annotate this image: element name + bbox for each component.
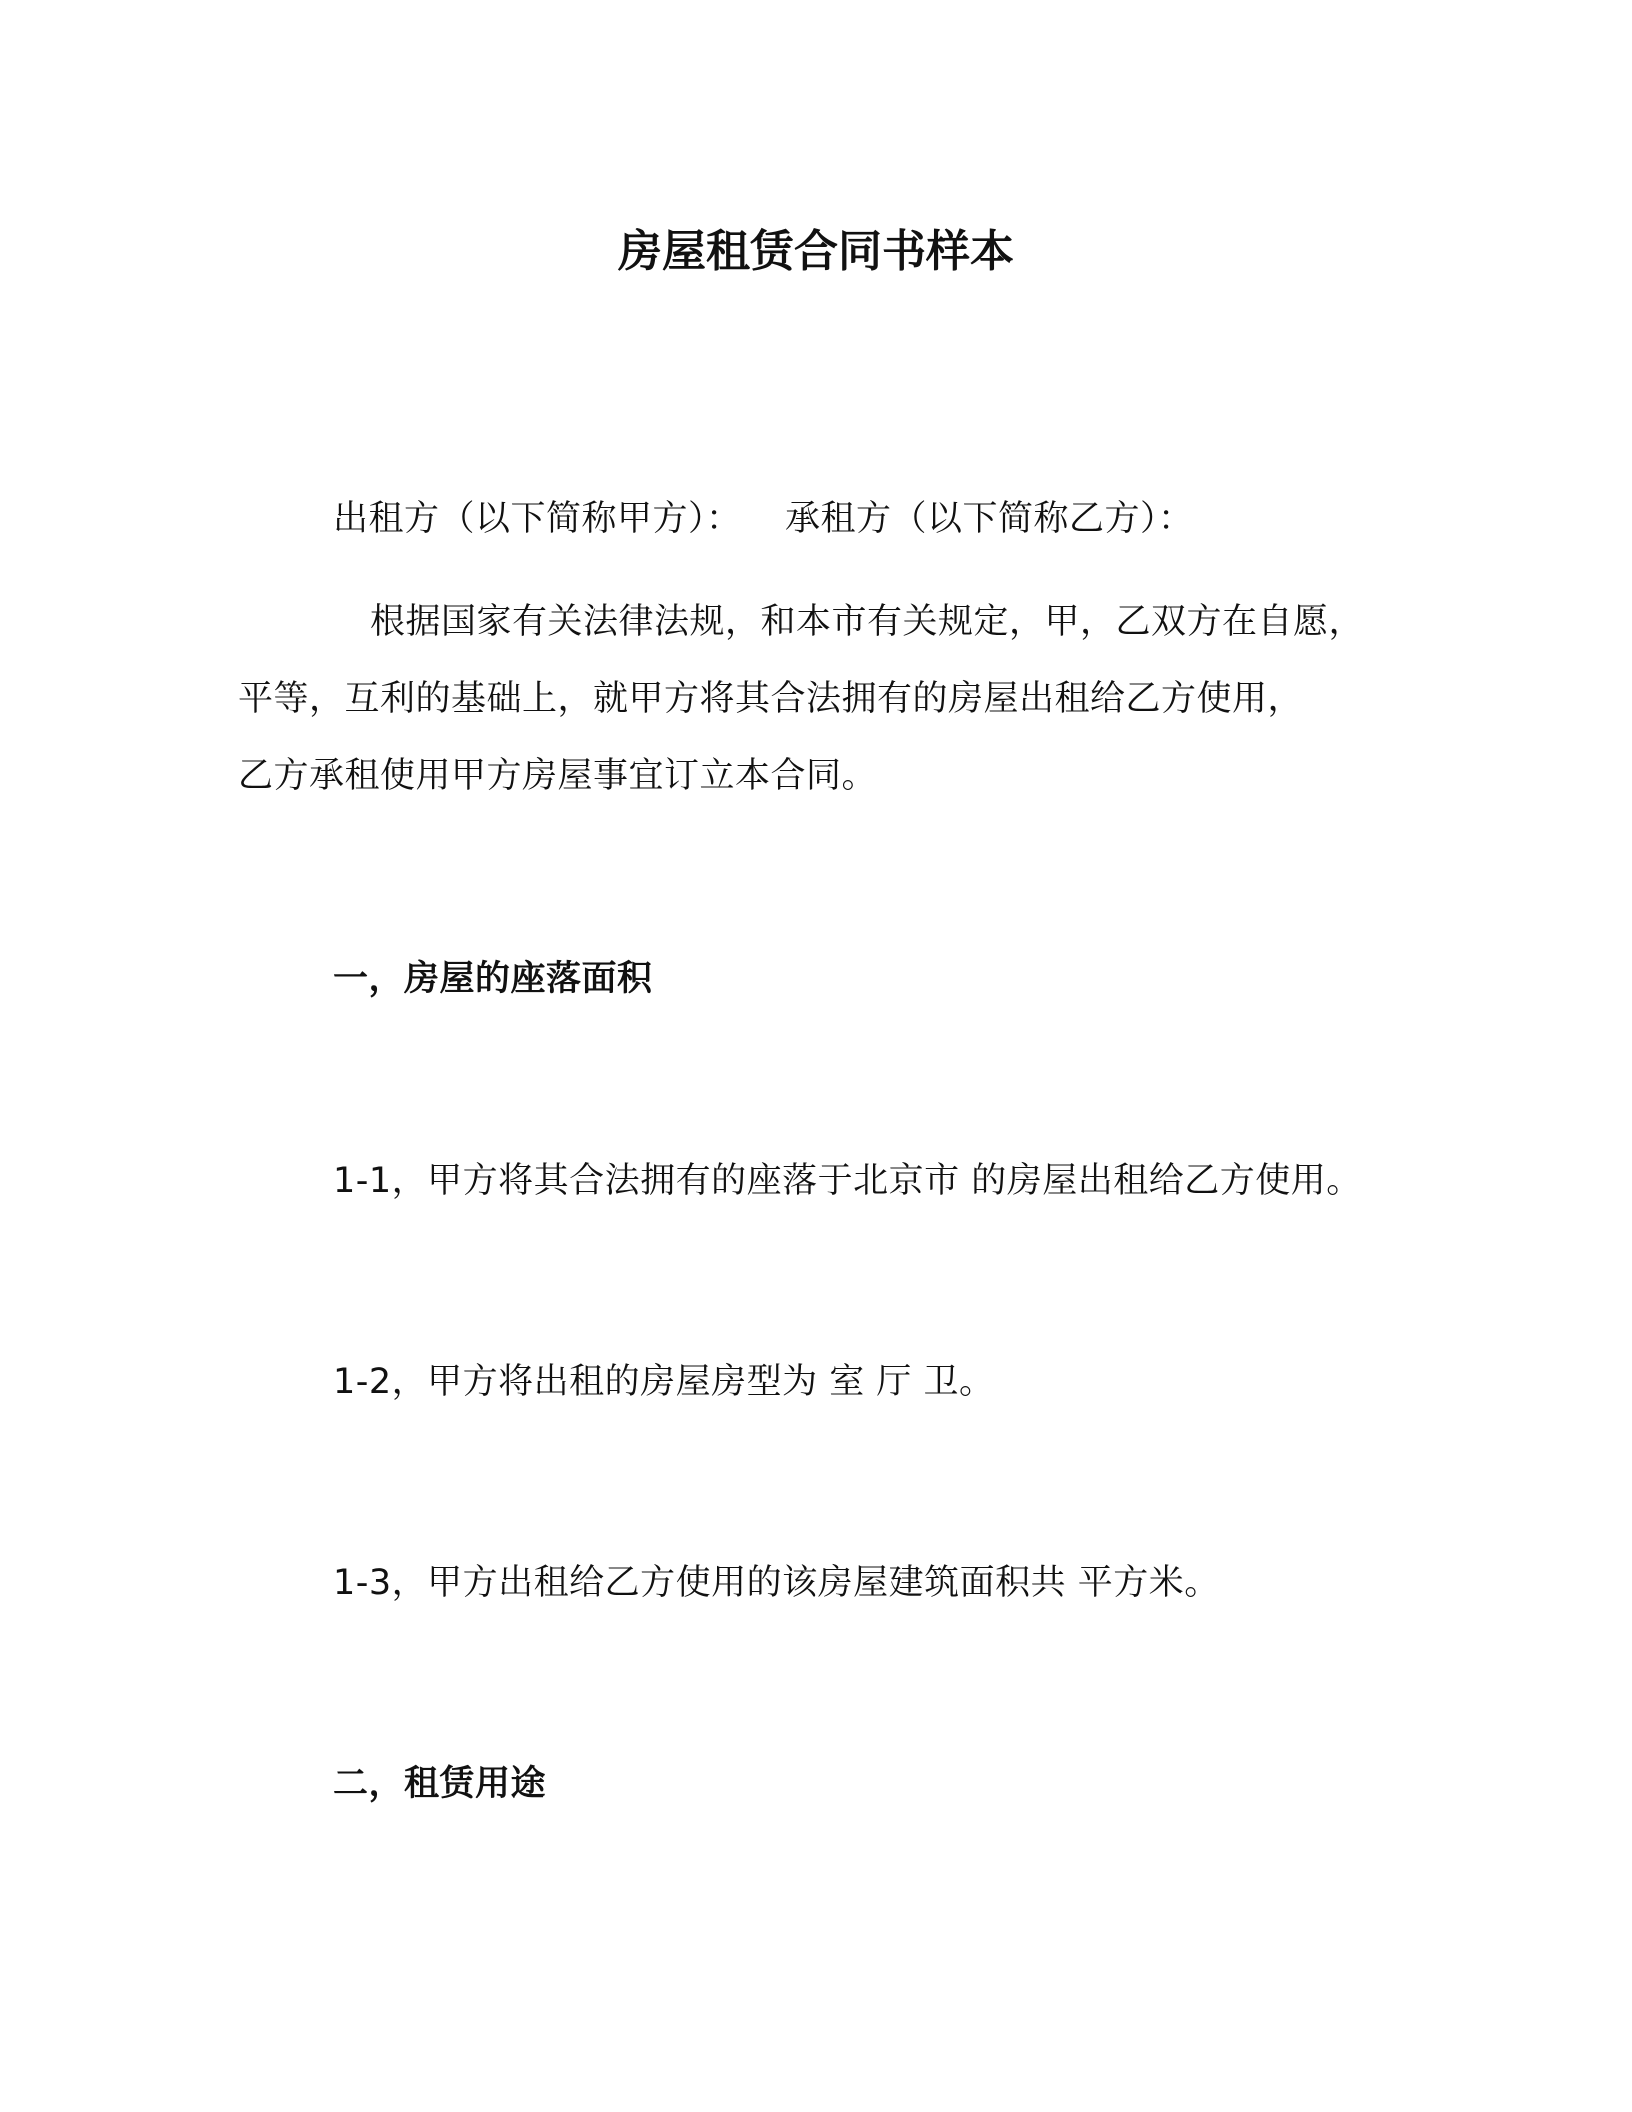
preamble-line-2: 平等，互利的基础上，就甲方将其合法拥有的房屋出租给乙方使用，: [238, 679, 1304, 719]
lessee-label: 承租方（以下简称乙方）：: [785, 499, 1194, 539]
document-title: 房屋租赁合同书样本: [618, 226, 1014, 277]
section-2-heading: 二，租赁用途: [333, 1764, 547, 1804]
preamble-line-3: 乙方承租使用甲方房屋事宜订立本合同。: [238, 756, 878, 796]
preamble-line-1: 根据国家有关法律法规，和本市有关规定，甲，乙双方在自愿，: [370, 602, 1365, 642]
clause-1-2: 1-2，甲方将出租的房屋房型为 室 厅 卫。: [333, 1362, 995, 1402]
lessor-label: 出租方（以下简称甲方）：: [333, 499, 742, 539]
clause-1-3: 1-3，甲方出租给乙方使用的该房屋建筑面积共 平方米。: [333, 1563, 1220, 1603]
clause-1-1: 1-1，甲方将其合法拥有的座落于北京市 的房屋出租给乙方使用。: [333, 1161, 1362, 1201]
section-1-heading: 一，房屋的座落面积: [333, 959, 653, 999]
